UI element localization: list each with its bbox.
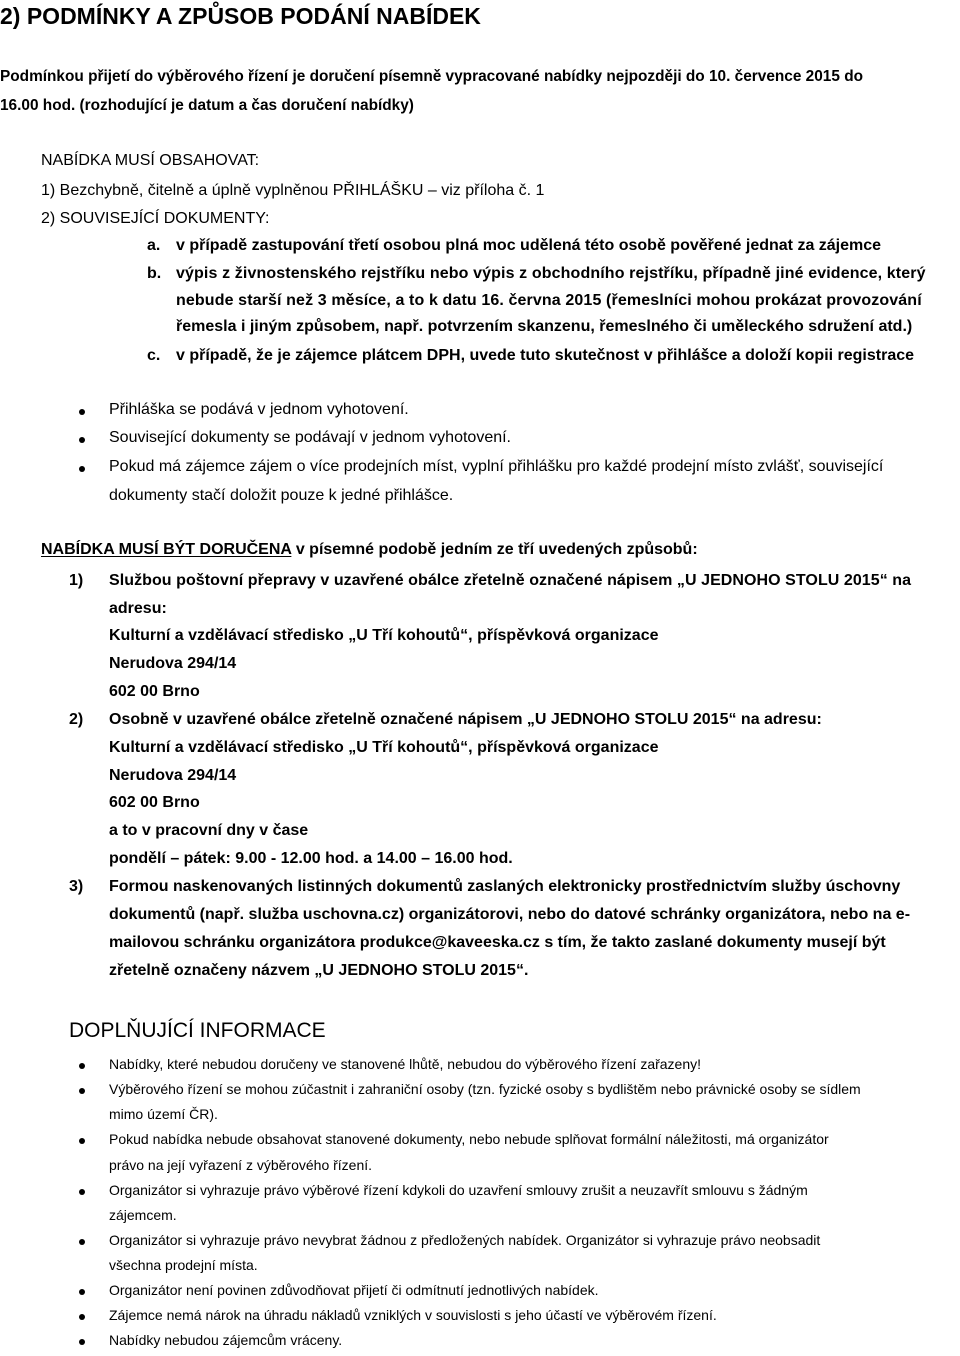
intro-line-2: 16.00 hod. (rozhodující je datum a čas doručení nabídky) xyxy=(0,97,414,114)
sub-b-line-3: řemesla i jiným způsobem, např. potvrzením skanzenu, řemeslného či uměleckého sdružení atd.) xyxy=(176,318,913,335)
bullet-icon xyxy=(79,466,85,472)
info-line-7: Zájemce nemá nárok na úhradu nákladů vzniklých v souvislosti s jeho účastí ve výběrovém řízení. xyxy=(109,1307,717,1323)
method-1-line-1: Službou poštovní přepravy v uzavřené obálce zřetelně označené nápisem „U JEDNOHO STOLU 2015“ na xyxy=(109,572,912,589)
info-line-8: Nabídky nebudou zájemcům vráceny. xyxy=(109,1332,343,1348)
sub-c-text: v případě, že je zájemce plátcem DPH, uvede tuto skutečnost v přihlášce a doloží kopii registrace xyxy=(176,347,915,364)
info-line-2-cont: mimo území ČR). xyxy=(109,1106,218,1122)
method-3-line-1: Formou naskenovaných listinných dokumentů zaslaných elektronicky prostřednictvím služby úschovny xyxy=(109,878,901,895)
method-3-line-4: zřetelně označeny názvem „U JEDNOHO STOLU 2015“. xyxy=(109,962,529,979)
method-2-hours-1: a to v pracovní dny v čase xyxy=(109,822,309,839)
method-1-number: 1) xyxy=(69,572,84,589)
bullet-text-2: Související dokumenty se podávají v jednom vyhotovení. xyxy=(109,429,511,446)
method-2-address-3: 602 00 Brno xyxy=(109,794,200,811)
delivery-heading-underlined: NABÍDKA MUSÍ BÝT DORUČENA xyxy=(41,541,292,558)
bullet-icon xyxy=(79,1138,85,1144)
sub-b-line-1: výpis z živnostenského rejstříku nebo výpis z obchodního rejstříku, případně jiné evidence, který xyxy=(176,265,926,282)
contain-item-1: 1) Bezchybně, čitelně a úplně vyplněnou PŘIHLÁŠKU – viz příloha č. 1 xyxy=(41,182,545,199)
info-line-2: Výběrového řízení se mohou zúčastnit i zahraniční osoby (tzn. fyzické osoby s bydlištěm nebo právnické osoby se sídlem xyxy=(109,1081,861,1097)
delivery-heading xyxy=(41,541,698,559)
address-line-2: Nerudova 294/14 xyxy=(109,655,237,672)
sub-b-marker: b. xyxy=(147,265,162,282)
method-2-number: 2) xyxy=(69,711,84,728)
contain-item-2: 2) SOUVISEJÍCÍ DOKUMENTY: xyxy=(41,210,270,227)
info-line-4: Organizátor si vyhrazuje právo výběrové řízení kdykoli do uzavření smlouvy zrušit a neuzavřít smlouvu s žádným xyxy=(109,1182,808,1198)
bullet-icon xyxy=(79,1289,85,1295)
info-line-3-cont: právo na její vyřazení z výběrového řízení. xyxy=(109,1157,373,1173)
section-title: 2) PODMÍNKY A ZPŮSOB PODÁNÍ NABÍDEK xyxy=(0,3,481,29)
delivery-heading-rest: v písemné podobě jedním ze tří uvedených způsobů: xyxy=(291,541,698,558)
method-3-number: 3) xyxy=(69,878,84,895)
sub-c-marker: c. xyxy=(147,347,161,364)
sub-a-text: v případě zastupování třetí osobou plná moc udělená této osobě pověřené jednat za zájemce xyxy=(176,237,882,254)
method-3-line-2: dokumentů (např. služba uschovna.cz) organizátorovi, nebo do datové schránky organizátora, nebo na e- xyxy=(109,906,911,923)
bullet-icon xyxy=(79,1189,85,1195)
bullet-text-3-cont: dokumenty stačí doložit pouze k jedné přihlášce. xyxy=(109,487,454,504)
bullet-icon xyxy=(79,1314,85,1320)
bullet-icon xyxy=(79,437,85,443)
bullet-icon xyxy=(79,1088,85,1094)
bullet-icon xyxy=(79,1339,85,1345)
address-line-1: Kulturní a vzdělávací středisko „U Tří kohoutů“, příspěvková organizace xyxy=(109,627,659,644)
method-3-line-3: mailovou schránku organizátora produkce@kaveeska.cz s tím, že takto zaslané dokumenty musejí být xyxy=(109,934,886,951)
info-line-3: Pokud nabídka nebude obsahovat stanovené dokumenty, nebo nebude splňovat formální náležitosti, má organizátor xyxy=(109,1131,829,1147)
must-contain-heading: NABÍDKA MUSÍ OBSAHOVAT: xyxy=(41,152,260,169)
method-2-address-1: Kulturní a vzdělávací středisko „U Tří kohoutů“, příspěvková organizace xyxy=(109,739,659,756)
bullet-text-3: Pokud má zájemce zájem o více prodejních míst, vyplní přihlášku pro každé prodejní místo zvlášť, související xyxy=(109,458,884,475)
address-line-3: 602 00 Brno xyxy=(109,683,200,700)
method-2-address-2: Nerudova 294/14 xyxy=(109,767,237,784)
intro-line-1: Podmínkou přijetí do výběrového řízení je doručení písemně vypracované nabídky nejpozději do 10. července 2015 do xyxy=(0,68,863,85)
bullet-icon xyxy=(79,1239,85,1245)
sub-b-line-2: nebude starší než 3 měsíce, a to k datu 16. června 2015 (řemeslníci mohou prokázat provozování xyxy=(176,292,922,309)
info-line-5-cont: všechna prodejní místa. xyxy=(109,1257,258,1273)
sub-a-marker: a. xyxy=(147,237,161,254)
info-line-5: Organizátor si vyhrazuje právo nevybrat žádnou z předložených nabídek. Organizátor si vyhrazuje právo neobsadit xyxy=(109,1232,821,1248)
method-1-line-2: adresu: xyxy=(109,600,167,617)
info-line-4-cont: zájemcem. xyxy=(109,1207,177,1223)
method-2-line-1: Osobně v uzavřené obálce zřetelně označené nápisem „U JEDNOHO STOLU 2015“ na adresu: xyxy=(109,711,822,728)
bullet-icon xyxy=(79,1063,85,1069)
bullet-text-1: Přihláška se podává v jednom vyhotovení. xyxy=(109,401,409,418)
method-2-hours-2: pondělí – pátek: 9.00 - 12.00 hod. a 14.00 – 16.00 hod. xyxy=(109,850,513,867)
bullet-icon xyxy=(79,409,85,415)
info-line-6: Organizátor není povinen zdůvodňovat přijetí či odmítnutí jednotlivých nabídek. xyxy=(109,1282,599,1298)
additional-info-title: DOPLŇUJÍCÍ INFORMACE xyxy=(69,1019,326,1042)
info-line-1: Nabídky, které nebudou doručeny ve stanovené lhůtě, nebudou do výběrového řízení zařazeny! xyxy=(109,1056,702,1072)
